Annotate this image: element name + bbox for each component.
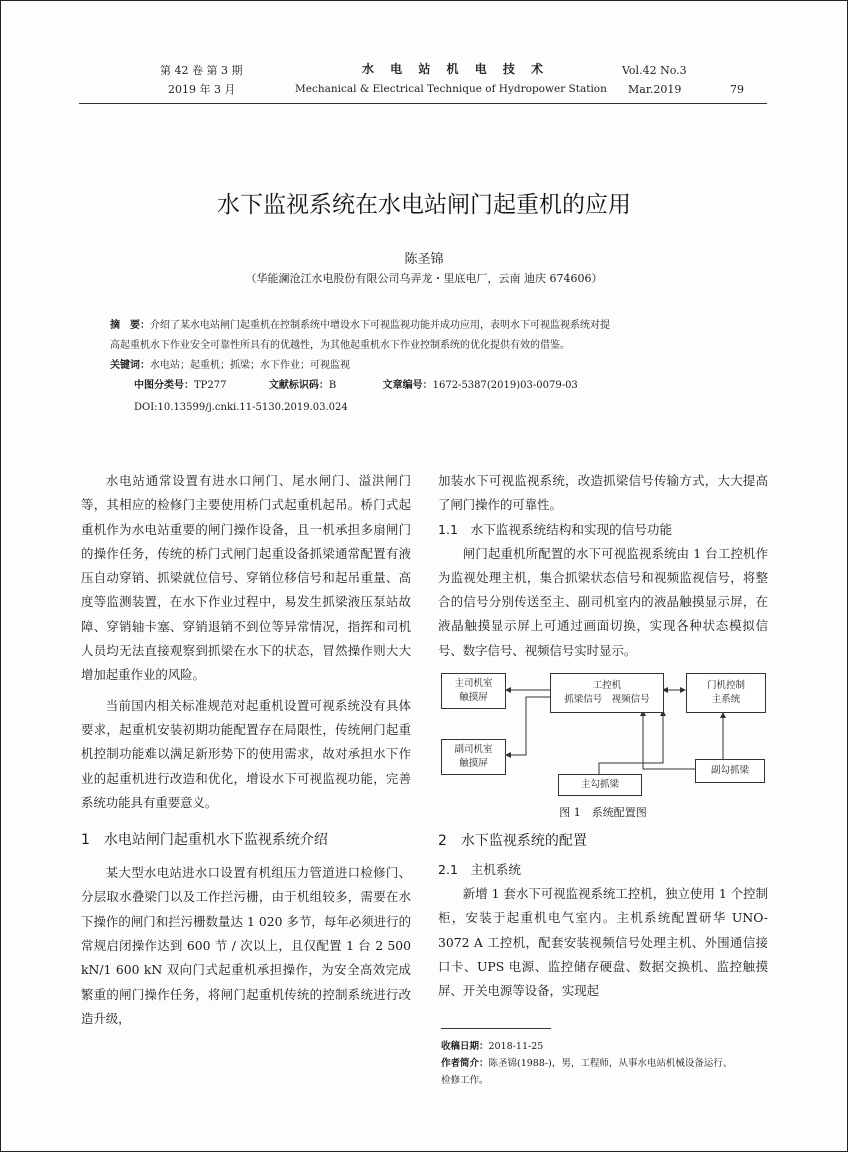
page-number: 79	[730, 83, 744, 96]
box-ipc	[550, 673, 664, 713]
section-1-paragraph: 某大型水电站进水口设置有机组压力管道进口检修门、分层取水叠梁门以及工作拦污栅，由于机组较多，需要在水下操作的闸门和拦污栅数量达 1 020 多节，每年必须进行的常规启闭操作达到 600 节 / 次以上，且仅配置 1 台 2 500 kN/1 600 kN 双向门式起重机承担操作，为安全高效完成繁重的闸门操作任务，将闸门起重机传统的控制系统进行改造升级，	[81, 865, 411, 1026]
intro-paragraph-2: 当前国内相关标准规范对起重机设置可视系统没有具体要求，起重机安装初期功能配置存在局限性，传统闸门起重机控制功能难以满足新形势下的使用需求，故对承担水下作业的起重机进行改造和优化，增设水下可视监视功能，完善系统功能具有重要意义。	[81, 697, 411, 810]
abstract-line-1: 介绍了某水电站闸门起重机在控制系统中增设水下可视监视功能并成功应用，表明水下可视监视系统对提	[150, 320, 610, 331]
clc-code: TP277	[194, 380, 227, 391]
bio-line-2: 检修工作。	[441, 1075, 489, 1086]
received-label: 收稿日期：	[441, 1041, 489, 1052]
bio-label: 作者简介：	[441, 1058, 489, 1069]
box-gate-line-2: 主系统	[711, 694, 741, 706]
box-main-cab-touchscreen	[441, 673, 506, 709]
system-configuration-figure	[438, 667, 768, 802]
box-sub-cab-line-1: 副司机室	[454, 744, 493, 756]
box-ipc-line-2: 抓梁信号 视频信号	[564, 694, 650, 706]
box-sub-cab-touchscreen	[441, 739, 506, 775]
bio-line-1: 陈圣锦(1988-)，男，工程师，从事水电站机械设备运行、	[488, 1058, 733, 1069]
article-no: 1672-5387(2019)03-0079-03	[432, 380, 578, 391]
intro-paragraph-1: 水电站通常设置有进水口闸门、尾水闸门、溢洪闸门等，其相应的检修门主要使用桥门式起重机起吊。桥门式起重机作为水电站重要的闸门操作设备，且一机承担多扇闸门的操作任务，传统的桥门式闸门起重设备抓梁通常配置有液压自动穿销、抓梁就位信号、穿销位移信号和起吊重量、高度等监测装置，在水下作业过程中，易发生抓梁液压泵站故障、穿销轴卡塞、穿销退销不到位等异常情况，指挥和司机人员均无法直接观察到抓梁在水下的状态，冒然操作则大大增加起重作业的风险。	[81, 473, 411, 683]
doc-code-label: 文献标识码：	[268, 380, 329, 391]
section-2-1-heading: 2.1 主机系统	[438, 862, 521, 878]
section-2-1-paragraph: 新增 1 套水下可视监视系统工控机，独立使用 1 个控制柜，安装于起重机电气室内。主机系统配置研华 UNO-3072 A 工控机，配套安装视频信号处理主机、外围通信接口卡、UPS 电源、监控储存硬盘、数据交换机、监控触摸屏、开关电源等设备，实现起	[438, 886, 768, 999]
header-date-cn: 2019 年 3 月	[168, 83, 236, 96]
header-date-en: Mar.2019	[628, 83, 682, 96]
keywords: 水电站；起重机；抓梁；水下作业；可视监视	[150, 360, 350, 371]
section-2-heading: 2 水下监视系统的配置	[438, 833, 587, 850]
right-column	[438, 469, 768, 1004]
article-no-label: 文章编号：	[382, 380, 433, 391]
box-ipc-line-1: 工控机	[592, 680, 622, 692]
box-main-cab-line-1: 主司机室	[454, 678, 493, 690]
abstract-block	[110, 316, 750, 376]
arrow-ipc-to-sub-cab	[506, 697, 550, 755]
box-main-hook-beam	[558, 774, 642, 796]
header-volume-en: Vol.42 No.3	[622, 64, 687, 77]
keywords-label: 关键词：	[110, 360, 150, 371]
section-1-1-paragraph: 闸门起重机所配置的水下可视监视系统由 1 台工控机作为监视处理主机，集合抓梁状态信号和视频监视信号，将整合的信号分别传送至主、副司机室内的液晶触摸显示屏，在液晶触摸显示屏上可通过画面切换，实现各种状态模拟信号、数字信号、视频信号实时显示。	[438, 545, 768, 658]
doi: DOI:10.13599/j.cnki.11-5130.2019.03.024	[134, 402, 348, 413]
footnote-rule	[441, 1028, 551, 1029]
header-volume-cn: 第 42 卷 第 3 期	[160, 64, 243, 77]
header-journal-cn: 水 电 站 机 电 技 术	[362, 62, 550, 76]
footnote	[441, 1038, 771, 1089]
arrow-main-hook-to-ipc	[599, 711, 663, 774]
arrow-sub-hook-to-ipc	[643, 711, 695, 769]
header-rule	[79, 103, 767, 104]
left-column	[81, 469, 411, 1031]
section-1-1-heading: 1.1 水下监视系统结构和实现的信号功能	[438, 521, 673, 537]
box-gate-line-1: 门机控制	[706, 680, 745, 692]
section-1-heading: 1 水电站闸门起重机水下监视系统介绍	[81, 832, 328, 849]
header-journal-en: Mechanical & Electrical Technique of Hydropower Station	[295, 83, 607, 95]
abstract-label: 摘 要：	[110, 320, 150, 331]
box-sub-hook-label: 副勾抓梁	[710, 765, 749, 777]
clc-label: 中图分类号：	[134, 380, 194, 391]
article-author: 陈圣锦	[404, 252, 444, 267]
figure-caption: 图 1 系统配置图	[559, 806, 647, 820]
doc-code: B	[328, 380, 337, 391]
continued-paragraph: 加装水下可视监视系统，改造抓梁信号传输方式，大大提高了闸门操作的可靠性。	[438, 473, 768, 513]
article-affiliation: （华能澜沧江水电股份有限公司乌弄龙・里底电厂，云南 迪庆 674606）	[245, 272, 603, 285]
abstract-line-2: 高起重机水下作业安全可靠性所具有的优越性，为其他起重机水下作业控制系统的优化提供有效的借鉴。	[110, 340, 570, 351]
classification-line	[134, 376, 578, 396]
box-sub-hook-beam	[695, 759, 765, 783]
received-date: 2018-11-25	[488, 1041, 544, 1052]
box-gate-control	[686, 673, 766, 713]
box-main-cab-line-2: 触摸屏	[459, 692, 488, 704]
article-title: 水下监视系统在水电站闸门起重机的应用	[217, 192, 631, 218]
box-main-hook-label: 主勾抓梁	[580, 779, 619, 791]
box-sub-cab-line-2: 触摸屏	[459, 758, 488, 770]
